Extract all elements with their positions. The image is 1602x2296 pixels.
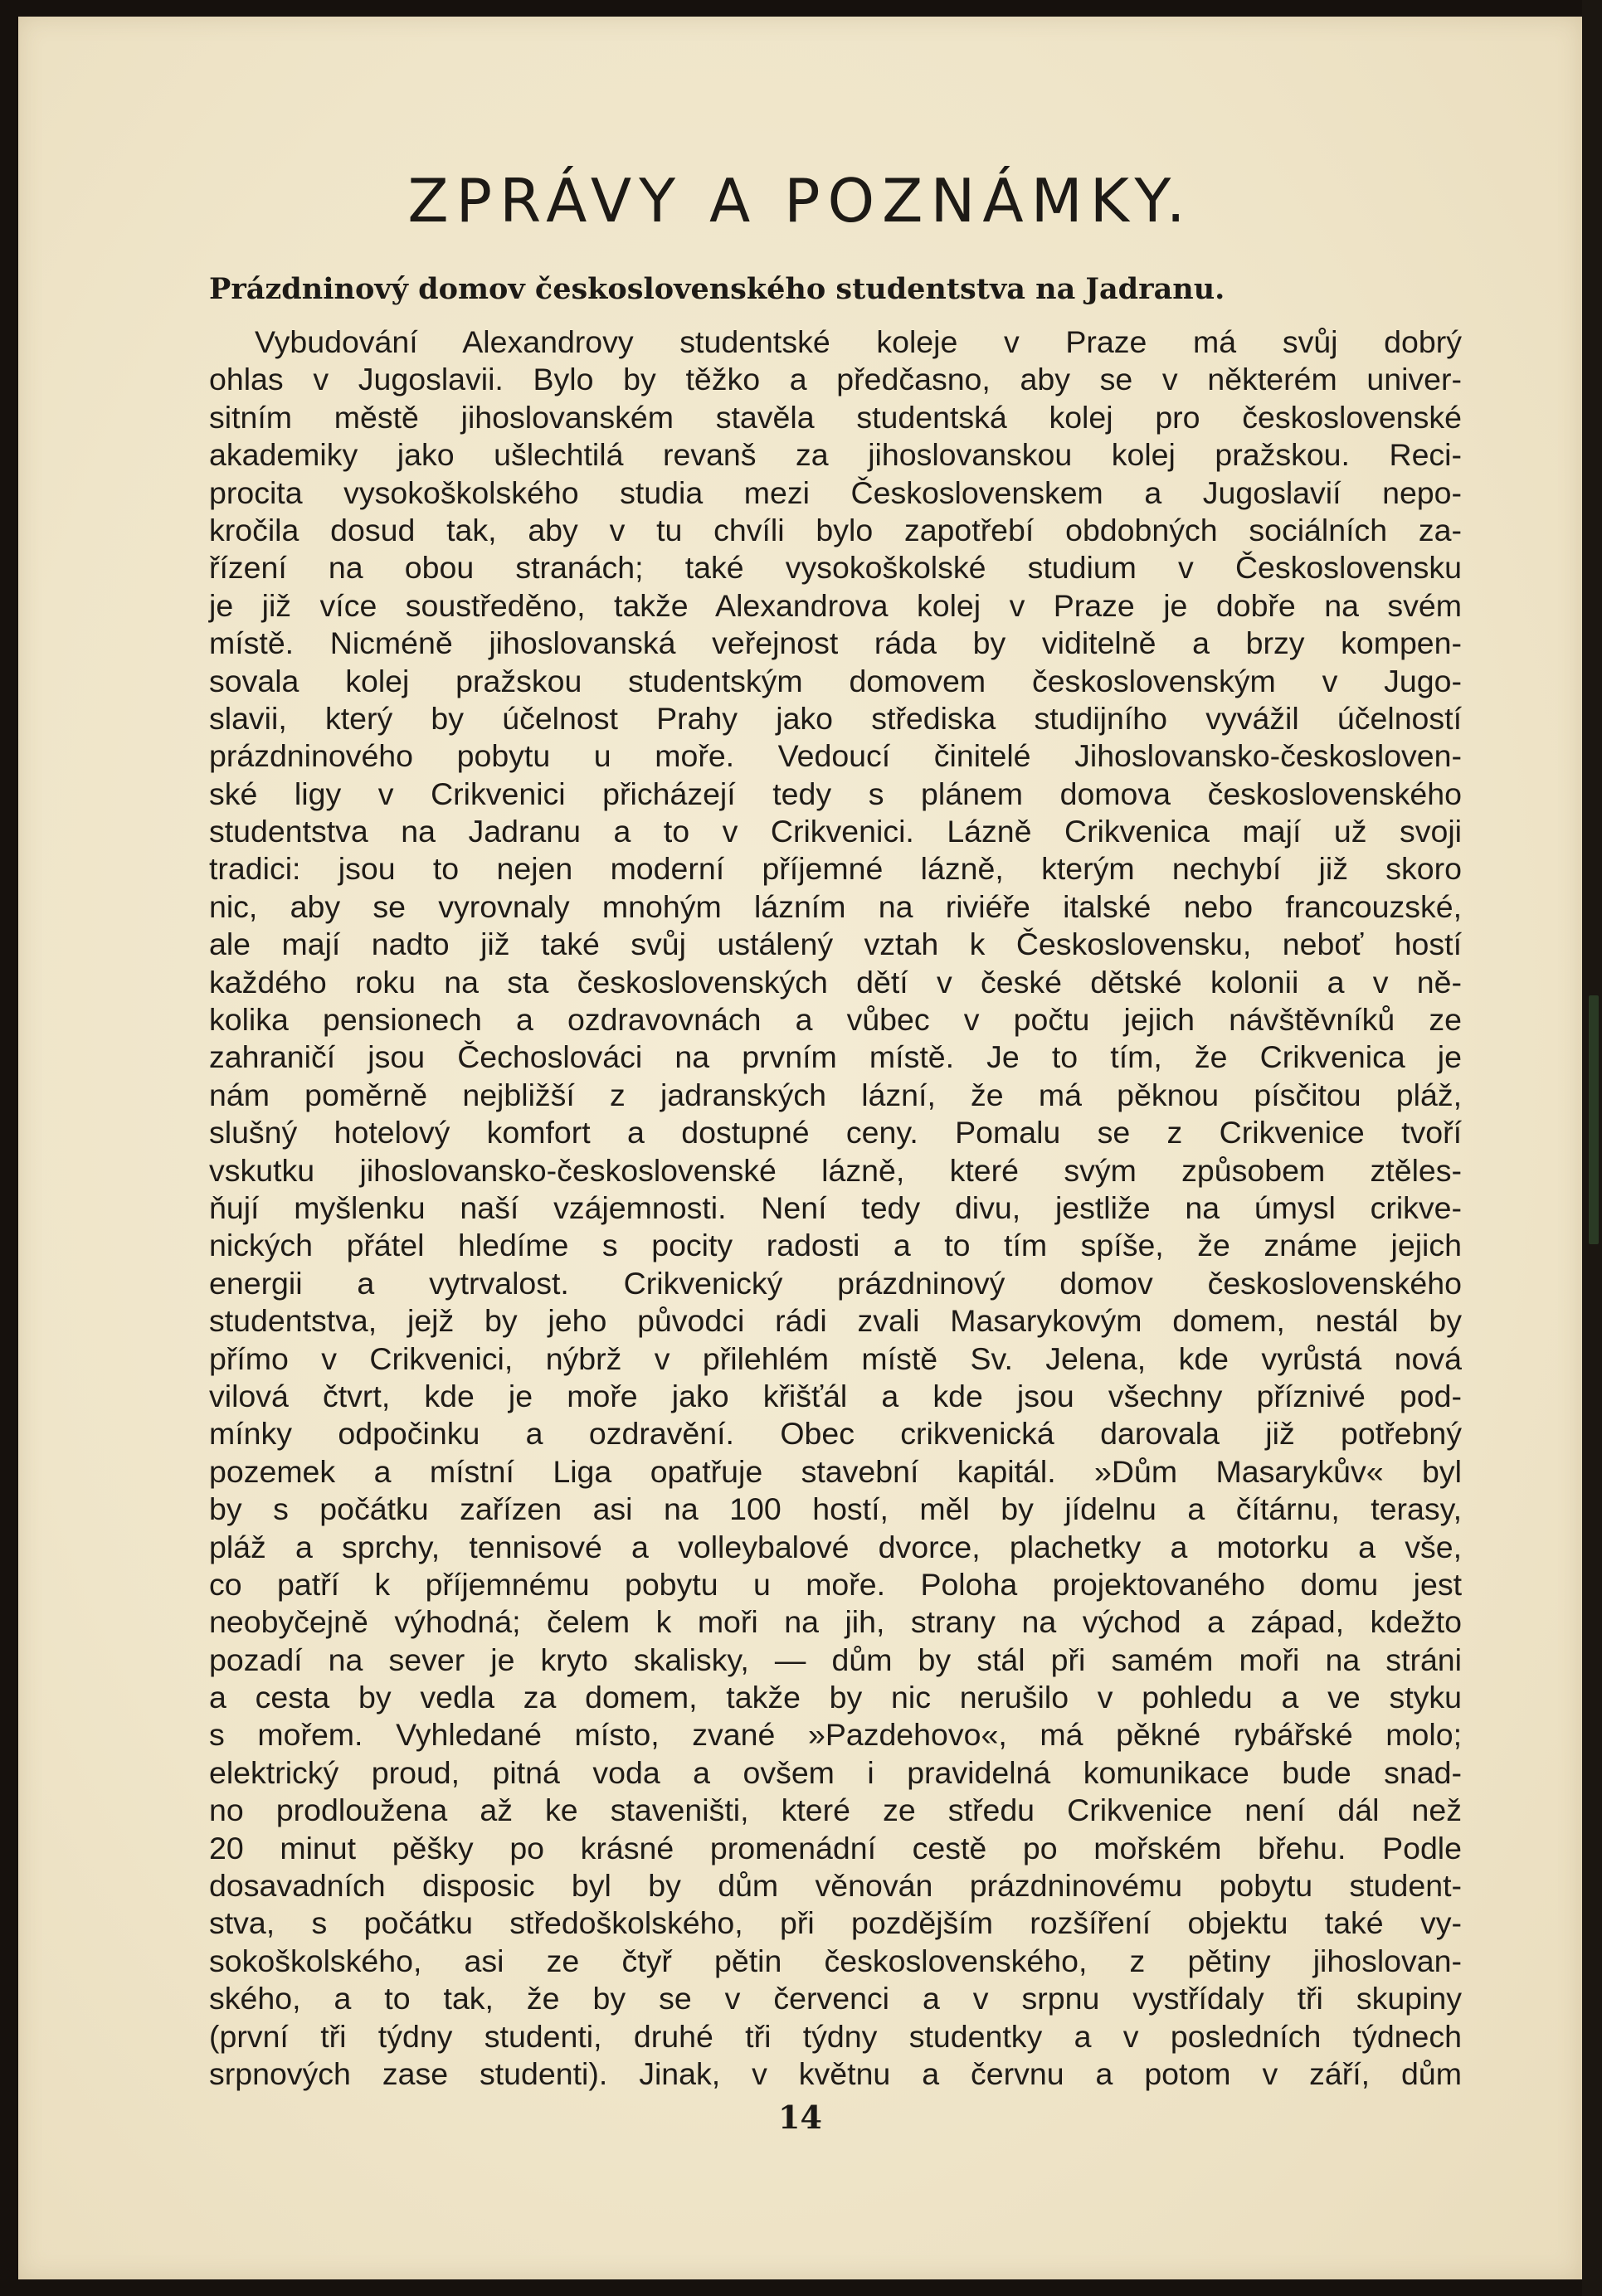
text-line: je již více soustředěno, takže Alexandrova kolej v Praze je dobře na svém (209, 587, 1462, 623)
text-line: stva, s počátku středoškolského, při pozdějším rozšíření objektu také vy- (209, 1905, 1462, 1941)
text-line: 20 minut pěšky po krásné promenádní cestě po mořském břehu. Podle (209, 1830, 1462, 1866)
text-line: nických přátel hledíme s pocity radosti a to tím spíše, že známe jejich (209, 1228, 1462, 1263)
text-line: vskutku jihoslovansko-československé lázně, které svým způsobem ztěles- (209, 1152, 1462, 1188)
text-line: ohlas v Jugoslavii. Bylo by těžko a předčasno, aby se v některém univer- (209, 362, 1462, 397)
text-line: sovala kolej pražskou studentským domovem československým v Jugo- (209, 663, 1462, 698)
text-line: pláž a sprchy, tennisové a volleybalové dvorce, plachetky a motorku a vše, (209, 1529, 1462, 1564)
text-line: prázdninového pobytu u moře. Vedoucí činitelé Jihoslovansko-českosloven- (209, 738, 1462, 774)
text-line: (první tři týdny studenti, druhé tři týdny studentky a v posledních týdnech (209, 2018, 1462, 2054)
text-line: ského, a to tak, že by se v červenci a v srpnu vystřídaly tři skupiny (209, 1981, 1462, 2016)
text-line: tradici: jsou to nejen moderní příjemné lázně, kterým nechybí již skoro (209, 851, 1462, 887)
text-line: s mořem. Vyhledané místo, zvané »Pazdehovo«, má pěkné rybářské molo; (209, 1717, 1462, 1753)
page-title: ZPRÁVY A POZNÁMKY. (407, 166, 1193, 236)
article-heading: Prázdninový domov československého studentstva na Jadranu. (209, 272, 1225, 306)
text-line: řízení na obou stranách; také vysokoškolské studium v Československu (209, 550, 1462, 586)
text-line: zahraničí jsou Čechoslováci na prvním místě. Je to tím, že Crikvenica je (209, 1039, 1462, 1075)
text-line: studentstva, jejž by jeho původci rádi zvali Masarykovým domem, nestál by (209, 1303, 1462, 1339)
book-spine-edge (1582, 0, 1602, 2296)
text-line: srpnových zase studenti). Jinak, v květnu a červnu a potom v září, dům (209, 2055, 1462, 2091)
text-line: slušný hotelový komfort a dostupné ceny. Pomalu se z Crikvenice tvoří (209, 1115, 1462, 1150)
text-line: dosavadních disposic byl by dům věnován prázdninovému pobytu student- (209, 1868, 1462, 1904)
text-line: vilová čtvrt, kde je moře jako křišťál a kde jsou všechny příznivé pod- (209, 1378, 1462, 1413)
text-line: by s počátku zařízen asi na 100 hostí, měl by jídelnu a čítárnu, terasy, (209, 1491, 1462, 1527)
text-line: slavii, který by účelnost Prahy jako střediska studijního vyvážil účelností (209, 700, 1462, 736)
text-line: nám poměrně nejbližší z jadranských lázní, že má pěknou písčitou pláž, (209, 1077, 1462, 1112)
page-number: 14 (778, 2099, 822, 2136)
text-line: sitním městě jihoslovanském stavěla studentská kolej pro československé (209, 399, 1462, 435)
text-line: elektrický proud, pitná voda a ovšem i pravidelná komunikace bude snad- (209, 1754, 1462, 1790)
text-line: kolika pensionech a ozdravovnách a vůbec v počtu jejich návštěvníků ze (209, 1002, 1462, 1038)
document-page (18, 17, 1582, 2279)
text-line: přímo v Crikvenici, nýbrž v přilehlém místě Sv. Jelena, kde vyrůstá nová (209, 1340, 1462, 1376)
text-line: ské ligy v Crikvenici přicházejí tedy s plánem domova československého (209, 776, 1462, 811)
text-line: no prodloužena až ke staveništi, které ze středu Crikvenice není dál než (209, 1793, 1462, 1828)
text-line: sokoškolského, asi ze čtyř pětin československého, z pětiny jihoslovan- (209, 1943, 1462, 1978)
text-line: ňují myšlenku naší vzájemnosti. Není tedy divu, jestliže na úmysl crikve- (209, 1189, 1462, 1225)
text-line: kročila dosud tak, aby v tu chvíli bylo zapotřebí obdobných sociálních za- (209, 512, 1462, 547)
text-line: mínky odpočinku a ozdravění. Obec crikvenická darovala již potřebný (209, 1416, 1462, 1452)
text-line: ale mají nadto již také svůj ustálený vztah k Československu, neboť hostí (209, 927, 1462, 962)
text-line: akademiky jako ušlechtilá revanš za jihoslovanskou kolej pražskou. Reci- (209, 437, 1462, 473)
text-line: pozemek a místní Liga opatřuje stavební kapitál. »Dům Masarykův« byl (209, 1453, 1462, 1489)
text-line: procita vysokoškolského studia mezi Československem a Jugoslavií nepo- (209, 474, 1462, 510)
text-line: studentstva na Jadranu a to v Crikvenici. Lázně Crikvenica mají už svoji (209, 814, 1462, 849)
text-line: co patří k příjemnému pobytu u moře. Poloha projektovaného domu jest (209, 1566, 1462, 1602)
text-line: místě. Nicméně jihoslovanská veřejnost ráda by viditelně a brzy kompen- (209, 625, 1462, 661)
text-line: neobyčejně výhodná; čelem k moři na jih, strany na východ a západ, kdežto (209, 1604, 1462, 1640)
text-line: nic, aby se vyrovnaly mnohým lázním na riviéře italské nebo francouzské, (209, 888, 1462, 924)
text-line: pozadí na sever je kryto skalisky, — dům by stál při samém moři na stráni (209, 1642, 1462, 1677)
text-line: a cesta by vedla za domem, takže by nic nerušilo v pohledu a ve styku (209, 1680, 1462, 1715)
article-body (209, 323, 1462, 2093)
binding-tab (1589, 995, 1599, 1244)
text-line: Vybudování Alexandrovy studentské koleje v Praze má svůj dobrý (255, 324, 1462, 359)
text-line: každého roku na sta československých dětí v české dětské kolonii a v ně- (209, 964, 1462, 1000)
text-line: energii a vytrvalost. Crikvenický prázdninový domov československého (209, 1265, 1462, 1301)
